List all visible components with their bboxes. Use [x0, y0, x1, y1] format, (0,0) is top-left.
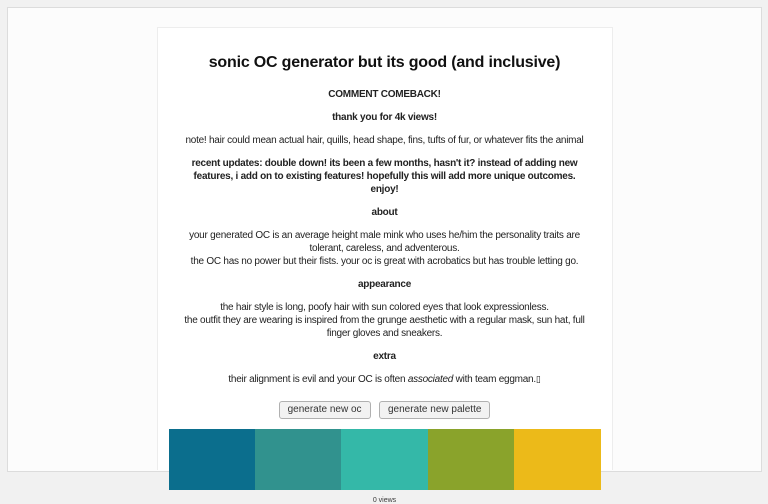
appearance-line-1: the hair style is long, poofy hair with sun colored eyes that look expressionless.	[220, 302, 549, 313]
generator-card	[157, 27, 613, 504]
generate-oc-button[interactable]: generate new oc	[279, 401, 371, 419]
appearance-line-2: the outfit they are wearing is inspired from the grunge aesthetic with a regular mask, sun hat, full finger gloves and sneakers.	[184, 315, 585, 339]
extra-text-before: their alignment is evil and your OC is often	[228, 374, 408, 385]
recent-updates: recent updates: double down! its been a few months, hasn't it? instead of adding new features, i add on to existing features! hopefully this will add more unique outcomes. enjoy!	[191, 158, 578, 195]
palette-swatch-2	[255, 429, 341, 490]
missing-glyph-box: ▯	[535, 374, 541, 384]
thanks-message: thank you for 4k views!	[332, 112, 437, 123]
about-line-1: your generated OC is an average height male mink who uses he/him the personality traits are tolerant, careless, and adventerous.	[189, 230, 580, 254]
section-heading-about: about	[371, 207, 398, 218]
palette-swatch-4	[428, 429, 514, 490]
extra-text-italic: associated	[407, 374, 454, 385]
palette-swatch-5	[514, 429, 600, 490]
palette-swatch-1	[169, 429, 255, 490]
button-row	[166, 399, 604, 419]
extra-text-after: with team eggman.	[453, 374, 536, 385]
color-palette	[169, 429, 601, 490]
comeback-banner: COMMENT COMEBACK!	[328, 89, 441, 100]
palette-swatch-3	[341, 429, 427, 490]
about-line-2: the OC has no power but their fists. your oc is great with acrobatics but has trouble letting go.	[190, 256, 579, 267]
browser-viewport	[7, 7, 762, 504]
about-text	[180, 229, 590, 268]
section-heading-appearance: appearance	[357, 279, 412, 290]
page-title: sonic OC generator but its good (and inclusive)	[208, 54, 561, 71]
appearance-text	[180, 301, 590, 340]
generate-palette-button[interactable]: generate new palette	[379, 401, 490, 419]
extra-text	[180, 373, 590, 386]
view-counter: 0 views	[372, 497, 397, 504]
section-heading-extra: extra	[373, 351, 396, 362]
hair-note: note! hair could mean actual hair, quills, head shape, fins, tufts of fur, or whatever fits the animal	[185, 135, 584, 146]
